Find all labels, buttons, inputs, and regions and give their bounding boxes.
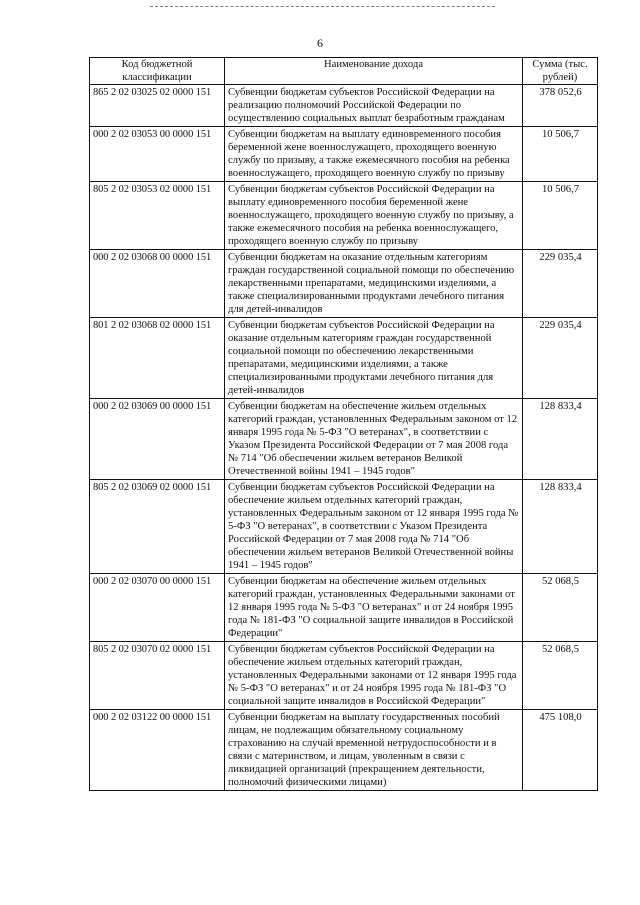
row-code: 000 2 02 03053 00 0000 151 — [90, 127, 225, 182]
row-code: 000 2 02 03068 00 0000 151 — [90, 250, 225, 318]
header-code: Код бюджетной классификации — [90, 58, 225, 85]
row-sum: 475 108,0 — [523, 710, 598, 791]
table-row — [90, 574, 598, 642]
row-sum: 128 833,4 — [523, 399, 598, 480]
table-row — [90, 318, 598, 399]
page-number: 6 — [317, 36, 323, 50]
row-sum: 128 833,4 — [523, 480, 598, 574]
row-name: Субвенции бюджетам субъектов Российской Федерации на обеспечение жильем отдельных категорий граждан, установленных Федеральными законами от 12 января 1995 года № 5-ФЗ "О ветеранах" и от 24 ноября 1995 года № 181-ФЗ "О социальной защите инвалидов в Российской Федерации" — [225, 642, 523, 710]
row-name: Субвенции бюджетам на оказание отдельным категориям граждан государственной социальной помощи по обеспечению лекарственными препаратами, медицинскими изделиями, а также специализированными продуктами лечебного питания для детей-инвалидов — [225, 250, 523, 318]
row-code: 000 2 02 03070 00 0000 151 — [90, 574, 225, 642]
table-header-row — [90, 58, 598, 85]
row-sum: 10 506,7 — [523, 182, 598, 250]
table-row — [90, 710, 598, 791]
row-name: Субвенции бюджетам на выплату единовременного пособия беременной жене военнослужащего, проходящего военную службу по призыву, а также ежемесячного пособия на ребенка военнослужащего, проходящего военную службу по призыву — [225, 127, 523, 182]
top-edge-line — [150, 6, 495, 7]
table-row — [90, 182, 598, 250]
row-code: 000 2 02 03069 00 0000 151 — [90, 399, 225, 480]
row-code: 805 2 02 03070 02 0000 151 — [90, 642, 225, 710]
row-sum: 10 506,7 — [523, 127, 598, 182]
row-sum: 52 068,5 — [523, 574, 598, 642]
row-code: 805 2 02 03069 02 0000 151 — [90, 480, 225, 574]
table-row — [90, 127, 598, 182]
table-row — [90, 85, 598, 127]
table-row — [90, 480, 598, 574]
row-sum: 378 052,6 — [523, 85, 598, 127]
row-name: Субвенции бюджетам на обеспечение жильем отдельных категорий граждан, установленных Федеральным законом от 12 января 1995 года № 5-ФЗ "О ветеранах", в соответствии с Указом Президента Российской Федерации от 7 мая 2008 года № 714 "Об обеспечении жильем ветеранов Великой Отечественной войны 1941 – 1945 годов" — [225, 399, 523, 480]
row-name: Субвенции бюджетам субъектов Российской Федерации на оказание отдельным категориям граждан государственной социальной помощи по обеспечению лекарственными препаратами, медицинскими изделиями, а также специализированными продуктами лечебного питания для детей-инвалидов — [225, 318, 523, 399]
row-code: 805 2 02 03053 02 0000 151 — [90, 182, 225, 250]
header-sum: Сумма (тыс. рублей) — [523, 58, 598, 85]
row-sum: 52 068,5 — [523, 642, 598, 710]
table-row — [90, 250, 598, 318]
row-name: Субвенции бюджетам на выплату государственных пособий лицам, не подлежащим обязательному социальному страхованию на случай временной нетрудоспособности и в связи с материнством, и лицам, уволенным в связи с ликвидацией организаций (прекращением деятельности, полномочий физическими лицами) — [225, 710, 523, 791]
row-code: 865 2 02 03025 02 0000 151 — [90, 85, 225, 127]
row-name: Субвенции бюджетам субъектов Российской Федерации на выплату единовременного пособия беременной жене военнослужащего, проходящего военную службу по призыву, а также ежемесячного пособия на ребенка военнослужащего, проходящего военную службу по призыву — [225, 182, 523, 250]
row-code: 801 2 02 03068 02 0000 151 — [90, 318, 225, 399]
revenue-table — [89, 57, 598, 791]
table-row — [90, 399, 598, 480]
row-sum: 229 035,4 — [523, 318, 598, 399]
row-code: 000 2 02 03122 00 0000 151 — [90, 710, 225, 791]
row-name: Субвенции бюджетам субъектов Российской Федерации на обеспечение жильем отдельных категорий граждан, установленных Федеральным законом от 12 января 1995 года № 5-ФЗ "О ветеранах", в соответствии с Указом Президента Российской Федерации от 7 мая 2008 года № 714 "Об обеспечении жильем ветеранов Великой Отечественной войны 1941 – 1945 годов" — [225, 480, 523, 574]
row-name: Субвенции бюджетам на обеспечение жильем отдельных категорий граждан, установленных Федеральными законами от 12 января 1995 года № 5-ФЗ "О ветеранах" и от 24 ноября 1995 года № 181-ФЗ "О социальной защите инвалидов в Российской Федерации" — [225, 574, 523, 642]
table-row — [90, 642, 598, 710]
header-name: Наименование дохода — [225, 58, 523, 85]
row-name: Субвенции бюджетам субъектов Российской Федерации на реализацию полномочий Российской Федерации по осуществлению социальных выплат безработным гражданам — [225, 85, 523, 127]
row-sum: 229 035,4 — [523, 250, 598, 318]
